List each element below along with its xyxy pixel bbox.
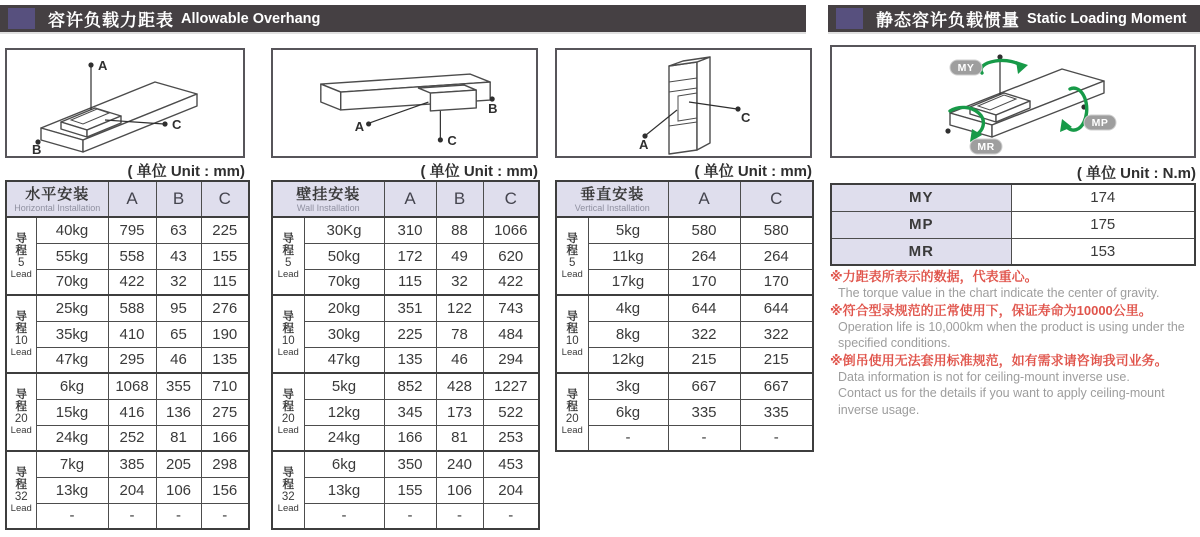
value-cell: 43	[156, 243, 201, 269]
load-cell: 35kg	[36, 321, 108, 347]
load-cell: 47kg	[36, 347, 108, 373]
moment-value: 174	[1011, 184, 1195, 211]
value-cell: -	[156, 503, 201, 529]
value-cell: 166	[384, 425, 436, 451]
value-cell: 322	[740, 321, 813, 347]
value-cell: 275	[201, 399, 249, 425]
load-cell: 70kg	[36, 269, 108, 295]
callout-c: C	[447, 132, 457, 148]
slide-side-icon	[273, 50, 536, 156]
value-cell: 166	[201, 425, 249, 451]
lead-group-label: 导 程 10 Lead	[6, 295, 36, 373]
value-cell: 190	[201, 321, 249, 347]
value-cell: 1068	[108, 373, 156, 399]
static-loading-moment-table	[830, 183, 1196, 266]
lead-group-label: 导 程 5 Lead	[6, 217, 36, 295]
load-cell: 70kg	[304, 269, 384, 295]
moment-label: MP	[831, 211, 1011, 238]
note-en: Operation life is 10,000km when the product is using under the	[838, 319, 1185, 334]
value-cell: 155	[201, 243, 249, 269]
accent-square	[836, 8, 863, 29]
wall-installation-diagram	[271, 48, 538, 158]
lead-group-label: 导 程 5 Lead	[272, 217, 304, 295]
load-cell: 24kg	[36, 425, 108, 451]
vertical-installation-table	[555, 180, 814, 452]
footnotes	[830, 268, 1200, 418]
slide-vertical-icon	[557, 50, 810, 156]
moment-directions-diagram	[830, 45, 1196, 158]
value-cell: 276	[201, 295, 249, 321]
load-cell: 55kg	[36, 243, 108, 269]
column-header-a: A	[668, 181, 740, 217]
unit-label-mm: ( 单位 Unit : mm)	[694, 163, 812, 180]
load-cell: 17kg	[588, 269, 668, 295]
load-cell: 8kg	[588, 321, 668, 347]
value-cell: 170	[668, 269, 740, 295]
callout-c: C	[172, 117, 182, 132]
lead-group-label: 导 程 20 Lead	[556, 373, 588, 451]
header-title-zh: 容许负载力距表	[48, 11, 174, 30]
value-cell: 240	[436, 451, 483, 477]
load-cell: 12kg	[304, 399, 384, 425]
moment-label: MY	[831, 184, 1011, 211]
table-title: 垂直安装 Vertical Installation	[556, 181, 668, 217]
value-cell: 204	[483, 477, 539, 503]
table-title: 壁挂安装 Wall Installation	[272, 181, 384, 217]
value-cell: 345	[384, 399, 436, 425]
note-en: The torque value in the chart indicate the center of gravity.	[838, 286, 1160, 300]
value-cell: 253	[483, 425, 539, 451]
moment-value: 153	[1011, 238, 1195, 265]
value-cell: 122	[436, 295, 483, 321]
value-cell: 65	[156, 321, 201, 347]
section-header-allowable-overhang	[0, 5, 806, 32]
column-header-c: C	[201, 181, 249, 217]
unit-label-nm: ( 单位 Unit : N.m)	[1076, 165, 1196, 182]
value-cell: 335	[740, 399, 813, 425]
value-cell: 49	[436, 243, 483, 269]
lead-group-label: 导 程 20 Lead	[272, 373, 304, 451]
value-cell: 264	[740, 243, 813, 269]
column-header-c: C	[740, 181, 813, 217]
horizontal-installation-diagram	[5, 48, 245, 158]
value-cell: 588	[108, 295, 156, 321]
load-cell: 6kg	[304, 451, 384, 477]
note-en: Contact us for the details if you want to apply ceiling-mount	[838, 386, 1165, 400]
value-cell: 88	[436, 217, 483, 243]
value-cell: 115	[384, 269, 436, 295]
value-cell: 215	[740, 347, 813, 373]
note-en: specified conditions.	[838, 336, 951, 350]
load-cell: 47kg	[304, 347, 384, 373]
load-cell: -	[588, 425, 668, 451]
value-cell: 385	[108, 451, 156, 477]
value-cell: 667	[740, 373, 813, 399]
moment-isometric-icon	[832, 47, 1194, 156]
section-header-static-loading-moment	[828, 5, 1200, 32]
slide-isometric-icon	[7, 50, 243, 156]
header-title-zh: 静态容许负载惯量	[876, 11, 1020, 30]
load-cell: 13kg	[304, 477, 384, 503]
value-cell: -	[201, 503, 249, 529]
load-cell: 7kg	[36, 451, 108, 477]
callout-a: A	[98, 58, 108, 73]
lead-group-label: 导 程 32 Lead	[6, 451, 36, 529]
lead-group-label: 导 程 32 Lead	[272, 451, 304, 529]
note-en: inverse usage.	[838, 402, 920, 417]
value-cell: 155	[384, 477, 436, 503]
load-cell: -	[304, 503, 384, 529]
note-zh: ※倒吊使用无法套用标准规范，如有需求请咨询我司业务。	[830, 352, 1168, 368]
value-cell: 644	[668, 295, 740, 321]
my-badge: MY	[957, 62, 975, 74]
load-cell: 6kg	[588, 399, 668, 425]
value-cell: 63	[156, 217, 201, 243]
value-cell: 136	[156, 399, 201, 425]
moment-label: MR	[831, 238, 1011, 265]
value-cell: 81	[436, 425, 483, 451]
value-cell: 204	[108, 477, 156, 503]
value-cell: 252	[108, 425, 156, 451]
value-cell: 667	[668, 373, 740, 399]
moment-value: 175	[1011, 211, 1195, 238]
load-cell: 13kg	[36, 477, 108, 503]
vertical-installation-diagram	[555, 48, 812, 158]
value-cell: 215	[668, 347, 740, 373]
value-cell: -	[436, 503, 483, 529]
value-cell: 710	[201, 373, 249, 399]
value-cell: 115	[201, 269, 249, 295]
value-cell: 350	[384, 451, 436, 477]
value-cell: 106	[436, 477, 483, 503]
load-cell: -	[36, 503, 108, 529]
value-cell: 1066	[483, 217, 539, 243]
column-header-a: A	[384, 181, 436, 217]
value-cell: 81	[156, 425, 201, 451]
value-cell: 78	[436, 321, 483, 347]
value-cell: 795	[108, 217, 156, 243]
horizontal-installation-table	[5, 180, 250, 530]
load-cell: 24kg	[304, 425, 384, 451]
load-cell: 12kg	[588, 347, 668, 373]
load-cell: 50kg	[304, 243, 384, 269]
header-title-en: Static Loading Moment	[1027, 10, 1187, 27]
note-zh: ※力距表所表示的数据，代表重心。	[830, 269, 1038, 284]
column-header-a: A	[108, 181, 156, 217]
unit-label-mm: ( 单位 Unit : mm)	[420, 163, 538, 180]
value-cell: 580	[740, 217, 813, 243]
value-cell: 173	[436, 399, 483, 425]
note-en: Data information is not for ceiling-mount inverse use.	[838, 369, 1130, 384]
value-cell: 135	[201, 347, 249, 373]
value-cell: 743	[483, 295, 539, 321]
unit-label-mm: ( 单位 Unit : mm)	[127, 163, 245, 180]
callout-b: B	[488, 100, 498, 116]
value-cell: 410	[108, 321, 156, 347]
load-cell: 4kg	[588, 295, 668, 321]
load-cell: 25kg	[36, 295, 108, 321]
value-cell: 46	[436, 347, 483, 373]
value-cell: 294	[483, 347, 539, 373]
value-cell: 453	[483, 451, 539, 477]
lead-group-label: 导 程 10 Lead	[556, 295, 588, 373]
value-cell: -	[108, 503, 156, 529]
load-cell: 15kg	[36, 399, 108, 425]
table-title: 水平安装 Horizontal Installation	[6, 181, 108, 217]
load-cell: 30kg	[304, 321, 384, 347]
lead-group-label: 导 程 5 Lead	[556, 217, 588, 295]
column-header-c: C	[483, 181, 539, 217]
mr-badge: MR	[977, 141, 995, 153]
value-cell: 225	[384, 321, 436, 347]
value-cell: 852	[384, 373, 436, 399]
load-cell: 40kg	[36, 217, 108, 243]
value-cell: 205	[156, 451, 201, 477]
callout-a: A	[354, 118, 365, 134]
value-cell: 558	[108, 243, 156, 269]
value-cell: 322	[668, 321, 740, 347]
value-cell: -	[483, 503, 539, 529]
load-cell: 6kg	[36, 373, 108, 399]
value-cell: 264	[668, 243, 740, 269]
value-cell: 106	[156, 477, 201, 503]
value-cell: 351	[384, 295, 436, 321]
callout-a: A	[639, 137, 649, 152]
value-cell: 156	[201, 477, 249, 503]
header-title-en: Allowable Overhang	[181, 10, 321, 27]
value-cell: 422	[483, 269, 539, 295]
column-header-b: B	[156, 181, 201, 217]
value-cell: 310	[384, 217, 436, 243]
value-cell: 295	[108, 347, 156, 373]
value-cell: 172	[384, 243, 436, 269]
value-cell: 484	[483, 321, 539, 347]
load-cell: 5kg	[304, 373, 384, 399]
load-cell: 3kg	[588, 373, 668, 399]
value-cell: -	[384, 503, 436, 529]
value-cell: 335	[668, 399, 740, 425]
value-cell: 644	[740, 295, 813, 321]
value-cell: 355	[156, 373, 201, 399]
wall-installation-table	[271, 180, 540, 530]
note-zh: ※符合型录规范的正常使用下，保证寿命为10000公里。	[830, 302, 1152, 318]
callout-b: B	[32, 142, 42, 156]
value-cell: 522	[483, 399, 539, 425]
value-cell: -	[668, 425, 740, 451]
load-cell: 11kg	[588, 243, 668, 269]
lead-group-label: 导 程 10 Lead	[272, 295, 304, 373]
column-header-b: B	[436, 181, 483, 217]
lead-group-label: 导 程 20 Lead	[6, 373, 36, 451]
mp-badge: MP	[1091, 117, 1109, 129]
value-cell: 225	[201, 217, 249, 243]
value-cell: 135	[384, 347, 436, 373]
value-cell: 32	[436, 269, 483, 295]
value-cell: -	[740, 425, 813, 451]
load-cell: 30Kg	[304, 217, 384, 243]
value-cell: 170	[740, 269, 813, 295]
value-cell: 580	[668, 217, 740, 243]
load-cell: 5kg	[588, 217, 668, 243]
value-cell: 32	[156, 269, 201, 295]
value-cell: 1227	[483, 373, 539, 399]
value-cell: 298	[201, 451, 249, 477]
value-cell: 620	[483, 243, 539, 269]
value-cell: 46	[156, 347, 201, 373]
value-cell: 95	[156, 295, 201, 321]
value-cell: 422	[108, 269, 156, 295]
accent-square	[8, 8, 35, 29]
value-cell: 428	[436, 373, 483, 399]
load-cell: 20kg	[304, 295, 384, 321]
value-cell: 416	[108, 399, 156, 425]
callout-c: C	[741, 110, 751, 125]
